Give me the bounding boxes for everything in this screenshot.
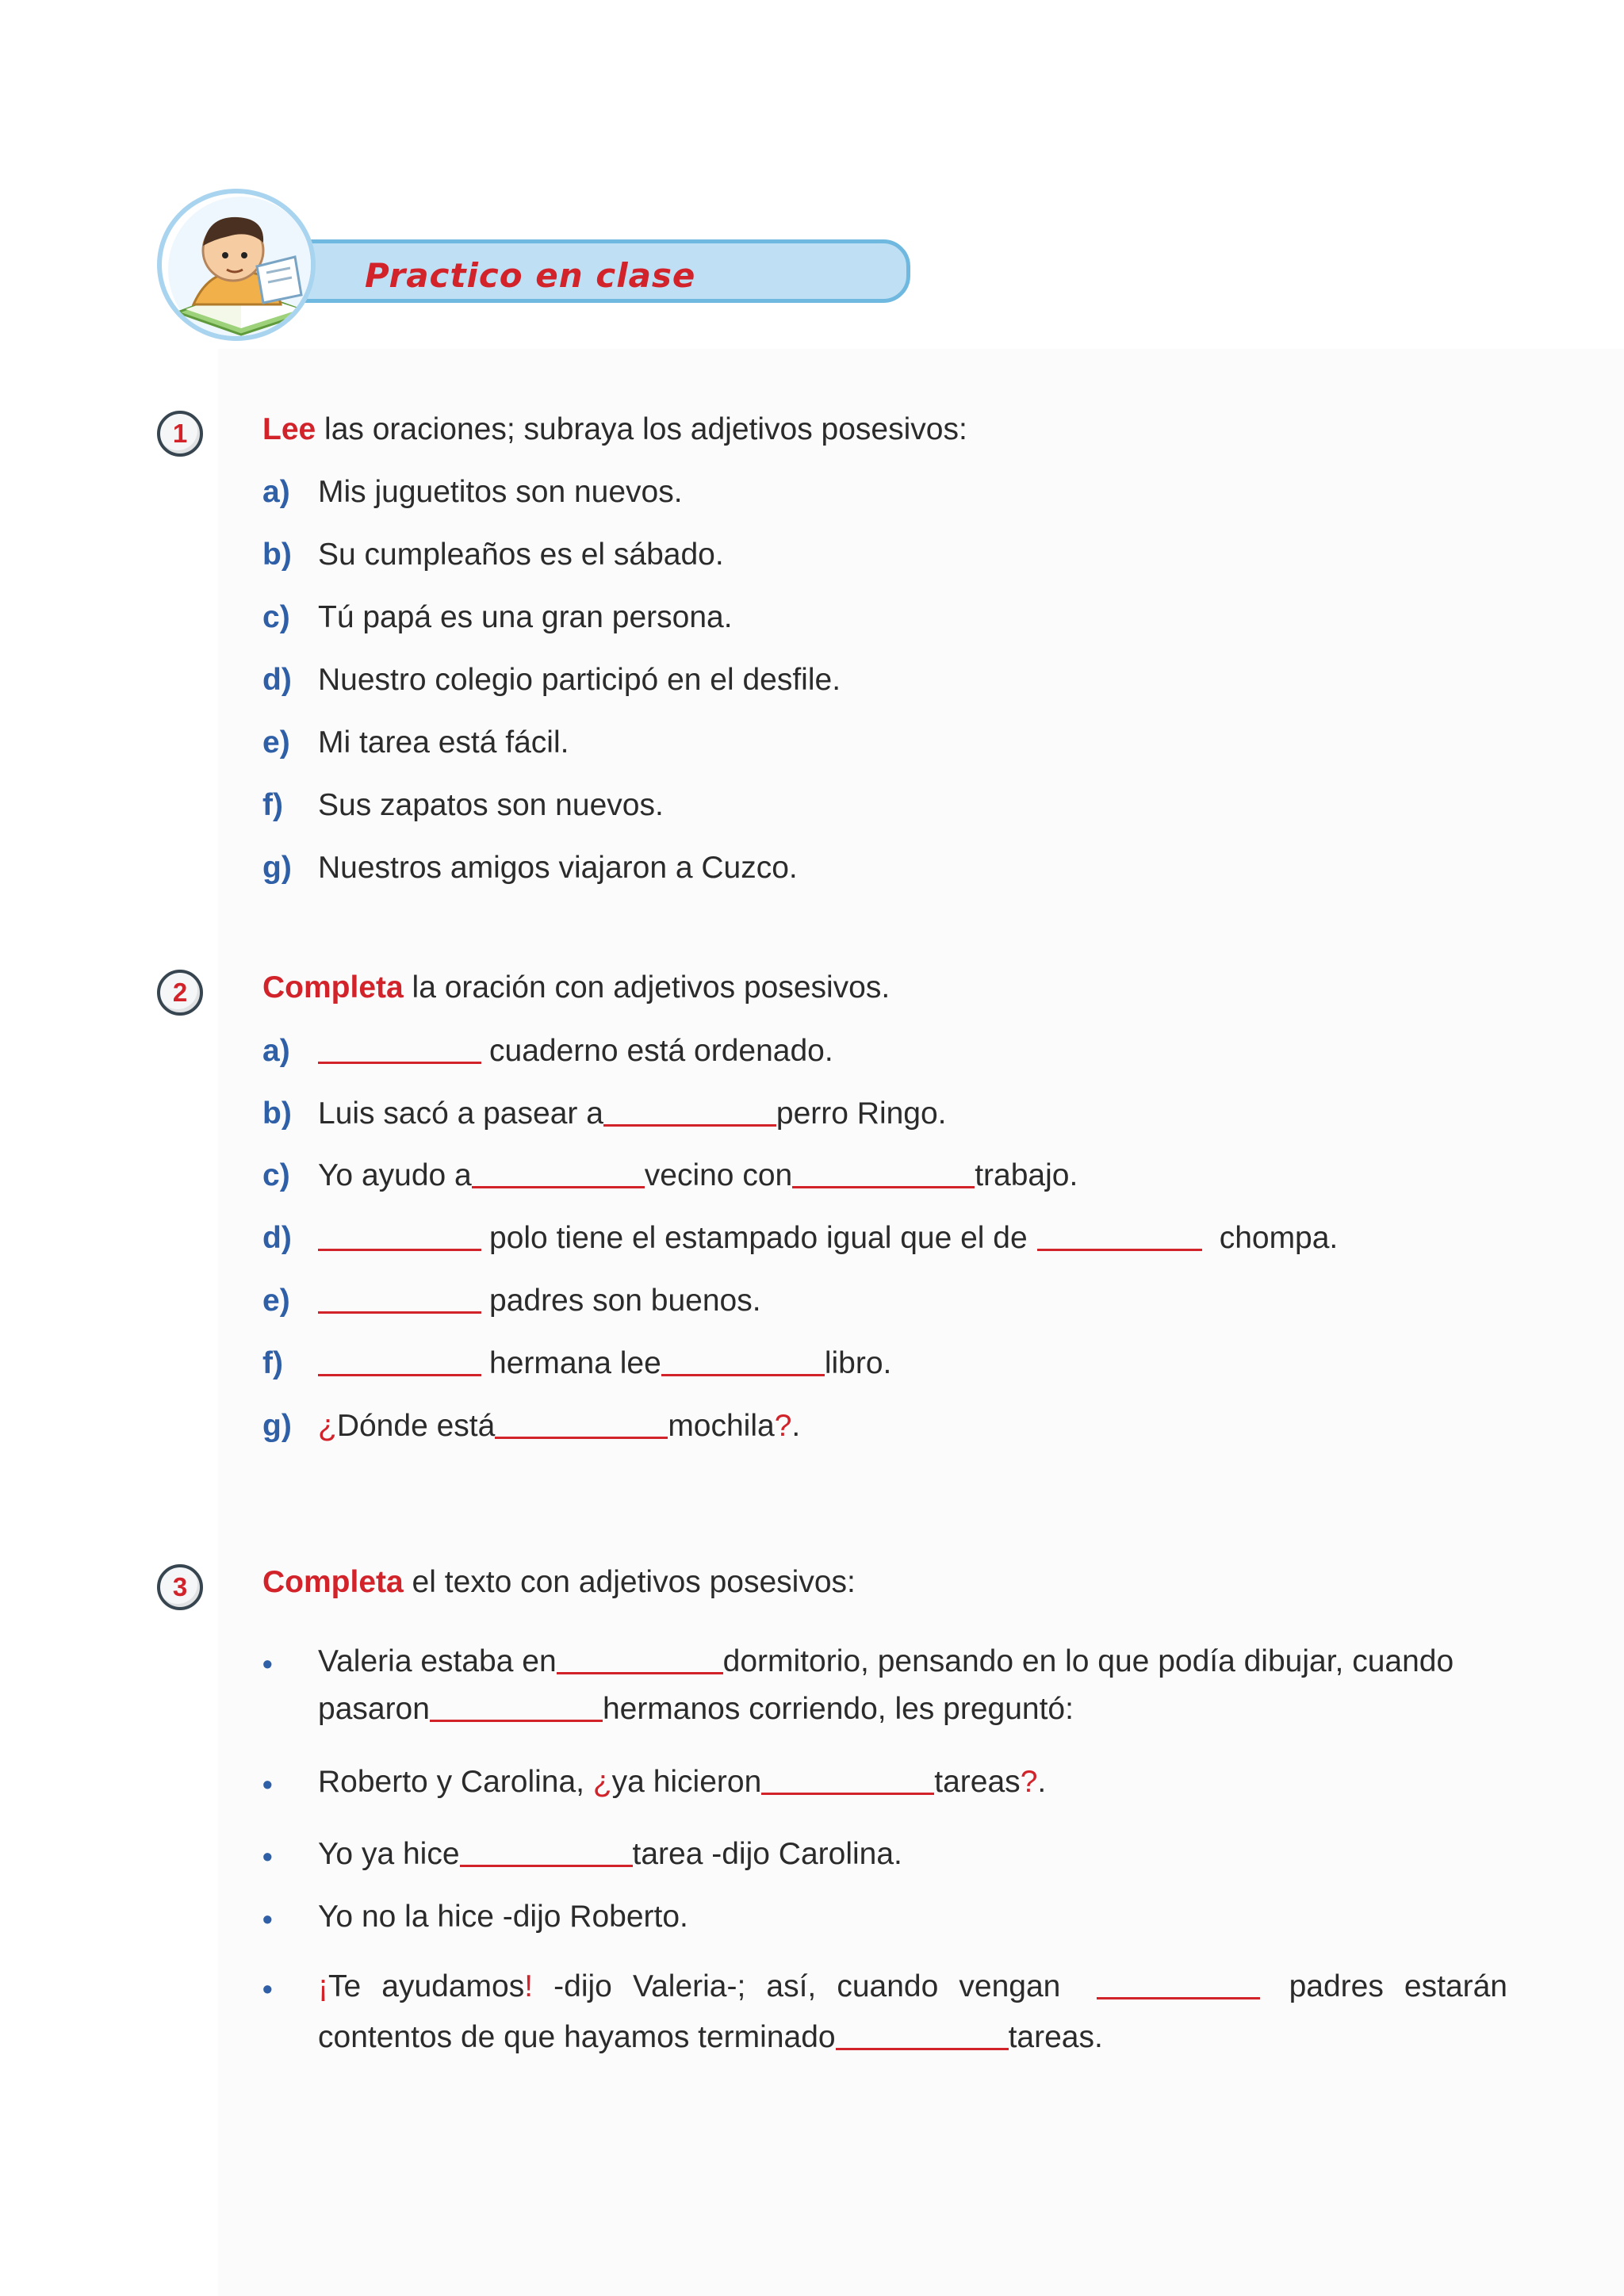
exercise-2-item-c bbox=[262, 1158, 1078, 1193]
answer-blank[interactable] bbox=[836, 2047, 1009, 2050]
item-label: e) bbox=[262, 1284, 290, 1318]
item-label: g) bbox=[262, 1409, 292, 1443]
bullet-marker: • bbox=[262, 1903, 273, 1935]
question-mark-open: ¿ bbox=[592, 1765, 612, 1799]
item-label: c) bbox=[262, 600, 290, 634]
item-label: e) bbox=[262, 725, 290, 760]
item-text: mochila bbox=[668, 1409, 775, 1443]
text-part: Yo ya hice bbox=[318, 1837, 460, 1871]
item-text: Su cumpleaños es el sábado. bbox=[318, 538, 724, 572]
item-text: Yo ayudo a bbox=[318, 1158, 472, 1192]
text-part: Roberto y Carolina, bbox=[318, 1765, 593, 1799]
text-part: contentos de que hayamos terminado bbox=[318, 2020, 836, 2054]
text-part: -dijo Valeria-; así, cuando vengan bbox=[533, 1969, 1082, 2003]
text-part: tarea -dijo Carolina. bbox=[632, 1837, 902, 1871]
exercise-number-1: 1 bbox=[157, 411, 203, 457]
item-text: trabajo. bbox=[975, 1158, 1078, 1192]
instruction-keyword: Completa bbox=[262, 970, 404, 1004]
text-part: padres estarán bbox=[1268, 1969, 1507, 2003]
item-label: a) bbox=[262, 475, 290, 509]
text-part: Te ayudamos bbox=[328, 1969, 525, 2003]
item-label: c) bbox=[262, 1158, 290, 1192]
instruction-keyword: Completa bbox=[262, 1565, 404, 1599]
text-part: . bbox=[1037, 1765, 1047, 1799]
question-mark-close: ? bbox=[1020, 1765, 1038, 1799]
exercise-number-2: 2 bbox=[157, 970, 203, 1016]
item-text: Mi tarea está fácil. bbox=[318, 725, 569, 760]
text-part: Yo no la hice -dijo Roberto. bbox=[318, 1900, 688, 1934]
item-text: vecino con bbox=[644, 1158, 793, 1192]
exercise-1-item-a bbox=[262, 475, 683, 510]
exercise-1-item-g bbox=[262, 851, 798, 886]
exercise-1-item-b bbox=[262, 538, 724, 572]
reading-boy-illustration bbox=[157, 189, 316, 341]
exercise-number-3: 3 bbox=[157, 1564, 203, 1610]
exercise-2-item-b bbox=[262, 1096, 947, 1131]
item-text: Sus zapatos son nuevos. bbox=[318, 788, 664, 822]
text-part: tareas bbox=[934, 1765, 1021, 1799]
instruction-text: el texto con adjetivos posesivos: bbox=[403, 1565, 856, 1599]
exercise-3-paragraph-1 bbox=[318, 1638, 1507, 1733]
text-part: ya hicieron bbox=[611, 1765, 762, 1799]
instruction-keyword: Lee bbox=[262, 412, 316, 446]
item-text: Mis juguetitos son nuevos. bbox=[318, 475, 683, 509]
answer-blank[interactable] bbox=[1037, 1248, 1202, 1251]
header-title: Practico en clase bbox=[365, 256, 696, 295]
answer-blank[interactable] bbox=[460, 1864, 633, 1867]
item-label: b) bbox=[262, 1096, 292, 1131]
text-part: dormitorio, pensando en lo que podía dibujar, cuando bbox=[722, 1644, 1454, 1678]
exercise-1-instruction bbox=[262, 412, 967, 447]
bullet-marker: • bbox=[262, 1973, 273, 2005]
item-text: hermana lee bbox=[489, 1346, 661, 1380]
exercise-3-paragraph-5-line-2 bbox=[318, 2014, 1103, 2061]
exercise-1-item-e bbox=[262, 725, 569, 760]
exclamation-open: ¡ bbox=[318, 1969, 328, 2003]
exercise-3-paragraph-2 bbox=[318, 1758, 1046, 1806]
item-text: Luis sacó a pasear a bbox=[318, 1096, 603, 1131]
section-header bbox=[157, 189, 920, 347]
answer-blank[interactable] bbox=[318, 1373, 481, 1376]
answer-blank[interactable] bbox=[430, 1719, 603, 1722]
item-label: a) bbox=[262, 1034, 290, 1068]
exercise-2-instruction bbox=[262, 970, 890, 1005]
answer-blank[interactable] bbox=[761, 1792, 934, 1795]
item-label: g) bbox=[262, 851, 292, 885]
item-text: libro. bbox=[824, 1346, 892, 1380]
bullet-marker: • bbox=[262, 1768, 273, 1800]
item-label: f) bbox=[262, 1346, 283, 1380]
exercise-2-item-f bbox=[262, 1346, 891, 1381]
bullet-marker: • bbox=[262, 1840, 273, 1873]
exercise-1-item-f bbox=[262, 788, 664, 823]
exercise-2-item-d bbox=[262, 1221, 1338, 1256]
item-text: Nuestro colegio participó en el desfile. bbox=[318, 663, 841, 697]
question-mark-close: ? bbox=[774, 1409, 792, 1443]
exercise-2-item-g bbox=[262, 1409, 800, 1444]
item-text: . bbox=[791, 1409, 801, 1443]
exercise-2-item-e bbox=[262, 1284, 761, 1318]
answer-blank[interactable] bbox=[661, 1373, 825, 1376]
exercise-3-paragraph-5-line-1 bbox=[318, 1963, 1507, 2011]
answer-blank[interactable] bbox=[472, 1185, 645, 1188]
answer-blank[interactable] bbox=[495, 1436, 668, 1439]
answer-blank[interactable] bbox=[603, 1123, 776, 1127]
answer-blank[interactable] bbox=[318, 1311, 481, 1314]
exercise-3-paragraph-3 bbox=[318, 1831, 902, 1878]
instruction-text: las oraciones; subraya los adjetivos posesivos: bbox=[316, 412, 967, 446]
item-label: b) bbox=[262, 538, 292, 572]
exercise-1-item-c bbox=[262, 600, 733, 635]
answer-blank[interactable] bbox=[318, 1061, 481, 1064]
exercise-1-item-d bbox=[262, 663, 841, 698]
answer-blank[interactable] bbox=[792, 1185, 975, 1188]
item-text: chompa. bbox=[1219, 1221, 1339, 1255]
exercise-3-paragraph-4 bbox=[318, 1893, 688, 1941]
answer-blank[interactable] bbox=[1097, 1996, 1260, 1999]
bullet-marker: • bbox=[262, 1647, 273, 1680]
text-part: tareas. bbox=[1008, 2020, 1103, 2054]
item-label: d) bbox=[262, 663, 292, 697]
item-text: cuaderno está ordenado. bbox=[489, 1034, 833, 1068]
instruction-text: la oración con adjetivos posesivos. bbox=[403, 970, 891, 1004]
item-text: Tú papá es una gran persona. bbox=[318, 600, 733, 634]
item-text: perro Ringo. bbox=[776, 1096, 947, 1131]
text-part: Valeria estaba en bbox=[318, 1644, 557, 1678]
exercise-2-item-a bbox=[262, 1034, 833, 1069]
item-text: Dónde está bbox=[336, 1409, 496, 1443]
item-label: f) bbox=[262, 788, 283, 822]
answer-blank[interactable] bbox=[557, 1671, 723, 1674]
item-text: polo tiene el estampado igual que el de bbox=[489, 1221, 1028, 1255]
question-mark-open: ¿ bbox=[318, 1409, 337, 1443]
text-part: hermanos corriendo, les preguntó: bbox=[602, 1692, 1074, 1726]
item-text: Nuestros amigos viajaron a Cuzco. bbox=[318, 851, 798, 885]
item-text: padres son buenos. bbox=[489, 1284, 761, 1318]
exercise-3-instruction bbox=[262, 1565, 856, 1600]
item-label: d) bbox=[262, 1221, 292, 1255]
text-part: pasaron bbox=[318, 1692, 430, 1726]
exclamation-close: ! bbox=[524, 1969, 534, 2003]
answer-blank[interactable] bbox=[318, 1248, 481, 1251]
